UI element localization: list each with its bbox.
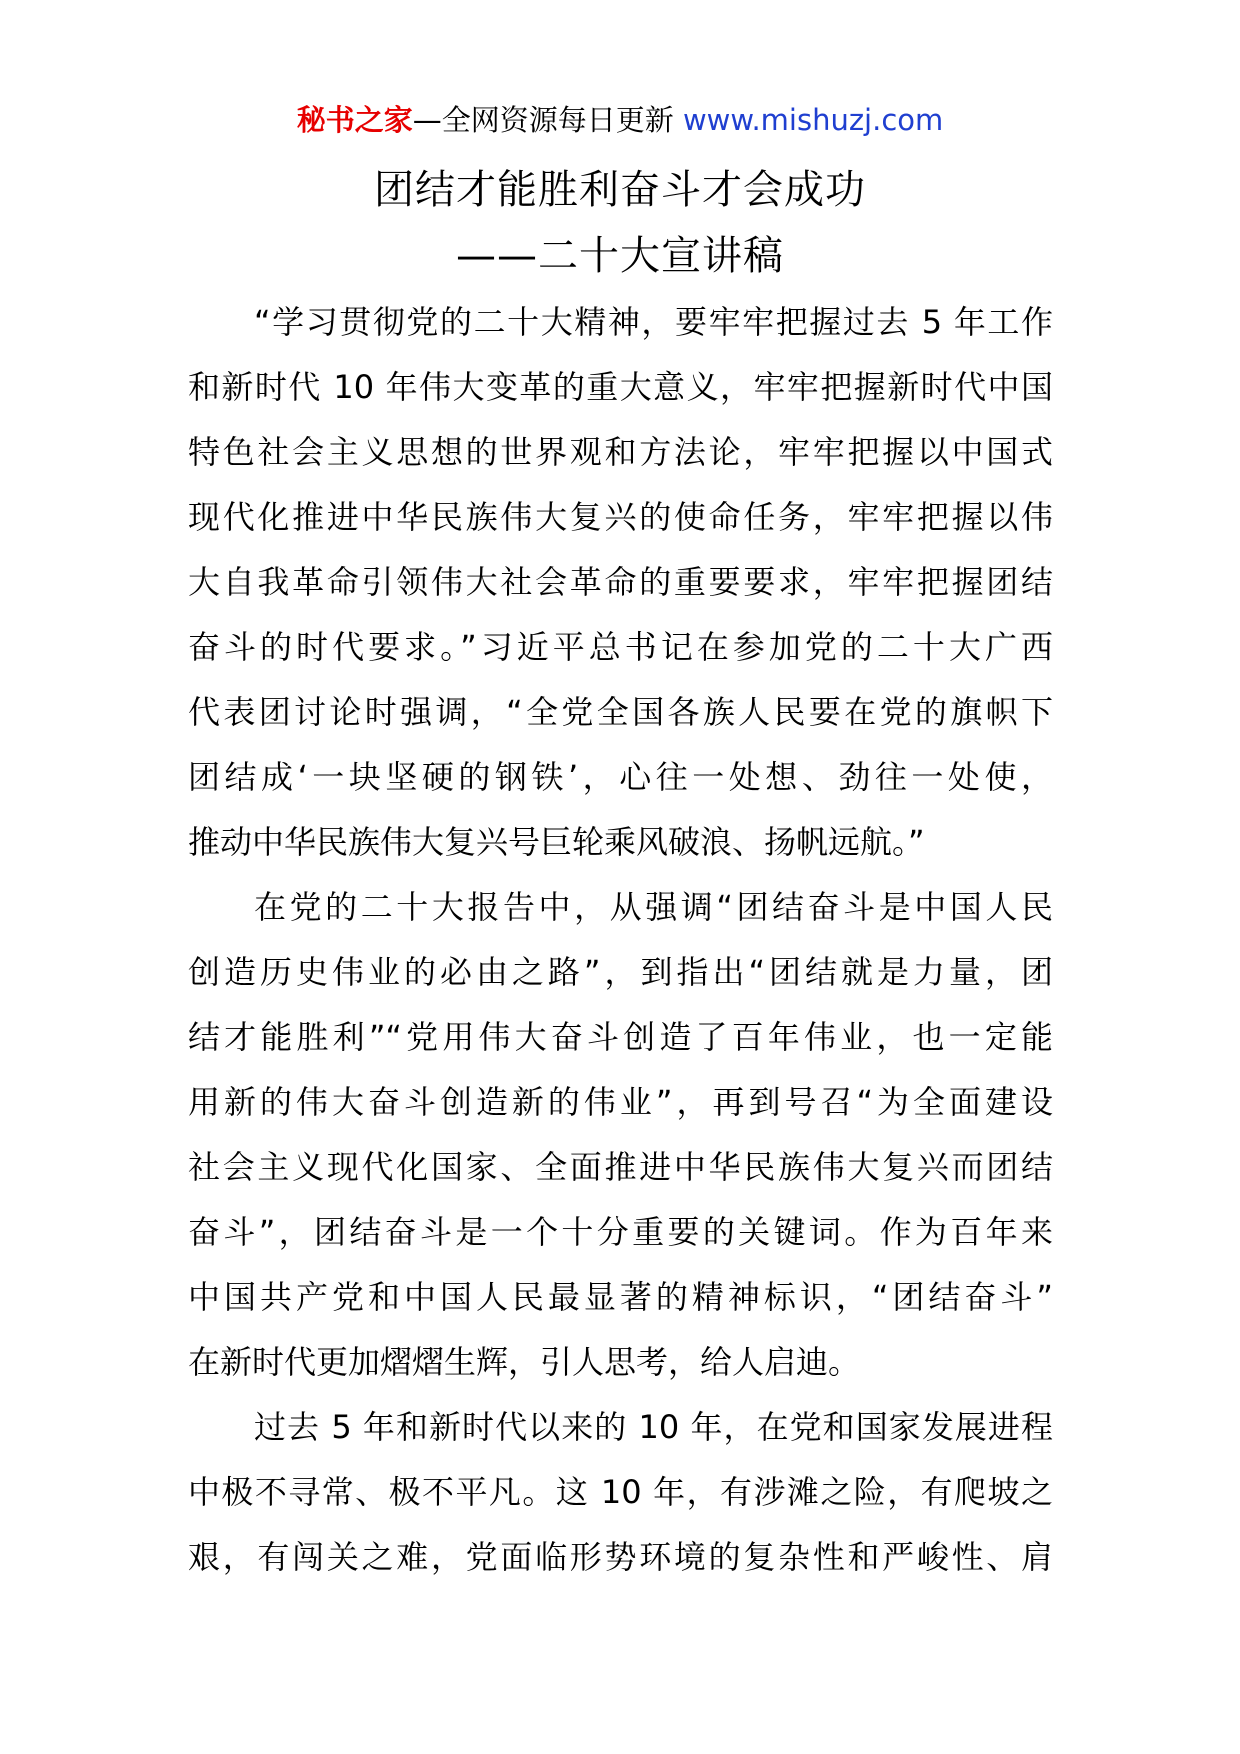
paragraph-line: 现代化推进中华民族伟大复兴的使命任务，牢牢把握以伟: [188, 498, 1053, 536]
paragraph-line: 推动中华民族伟大复兴号巨轮乘风破浪、扬帆远航。”: [188, 823, 925, 861]
paragraph-line: 过去 5 年和新时代以来的 10 年，在党和国家发展进程: [254, 1408, 1053, 1446]
paragraph-line: 团结成‘一块坚硬的钢铁’，心往一处想、劲往一处使，: [188, 758, 1053, 796]
paragraph-line: 中极不寻常、极不平凡。这 10 年，有涉滩之险，有爬坡之: [188, 1473, 1053, 1511]
paragraph-line: 用新的伟大奋斗创造新的伟业”，再到号召“为全面建设: [188, 1083, 1053, 1121]
site-url-link[interactable]: www.mishuzj.com: [682, 103, 944, 137]
paragraph-line: “学习贯彻党的二十大精神，要牢牢把握过去 5 年工作: [254, 303, 1053, 341]
paragraph-line: 结才能胜利”“党用伟大奋斗创造了百年伟业，也一定能: [188, 1018, 1053, 1056]
paragraph-line: 和新时代 10 年伟大变革的重大意义，牢牢把握新时代中国: [188, 368, 1053, 406]
paragraph-line: 在党的二十大报告中，从强调“团结奋斗是中国人民: [254, 888, 1053, 926]
paragraph-line: 大自我革命引领伟大社会革命的重要要求，牢牢把握团结: [188, 563, 1053, 601]
paragraph-line: 中国共产党和中国人民最显著的精神标识，“团结奋斗”: [188, 1278, 1053, 1316]
brand-name: 秘书之家: [296, 103, 413, 137]
paragraph-line: 奋斗”，团结奋斗是一个十分重要的关键词。作为百年来: [188, 1213, 1053, 1251]
paragraph-2: [188, 875, 1053, 1395]
paragraph-line: 代表团讨论时强调，“全党全国各族人民要在党的旗帜下: [188, 693, 1053, 731]
paragraph-line: 创造历史伟业的必由之路”，到指出“团结就是力量，团: [188, 953, 1053, 991]
paragraph-line: 社会主义现代化国家、全面推进中华民族伟大复兴而团结: [188, 1148, 1053, 1186]
paragraph-line: 艰，有闯关之难，党面临形势环境的复杂性和严峻性、肩: [188, 1538, 1053, 1576]
paragraph-3: [188, 1395, 1053, 1590]
document-body: [188, 290, 1053, 1590]
paragraph-line: 在新时代更加熠熠生辉，引人思考，给人启迪。: [188, 1343, 861, 1381]
document-title: 团结才能胜利奋斗才会成功: [374, 167, 866, 213]
paragraph-1: [188, 290, 1053, 875]
site-banner: [0, 100, 1240, 140]
paragraph-line: 特色社会主义思想的世界观和方法论，牢牢把握以中国式: [188, 433, 1053, 471]
banner-tagline: —全网资源每日更新: [412, 103, 683, 137]
paragraph-line: 奋斗的时代要求。”习近平总书记在参加党的二十大广西: [188, 628, 1053, 666]
document-subtitle: ——二十大宣讲稿: [456, 233, 784, 279]
